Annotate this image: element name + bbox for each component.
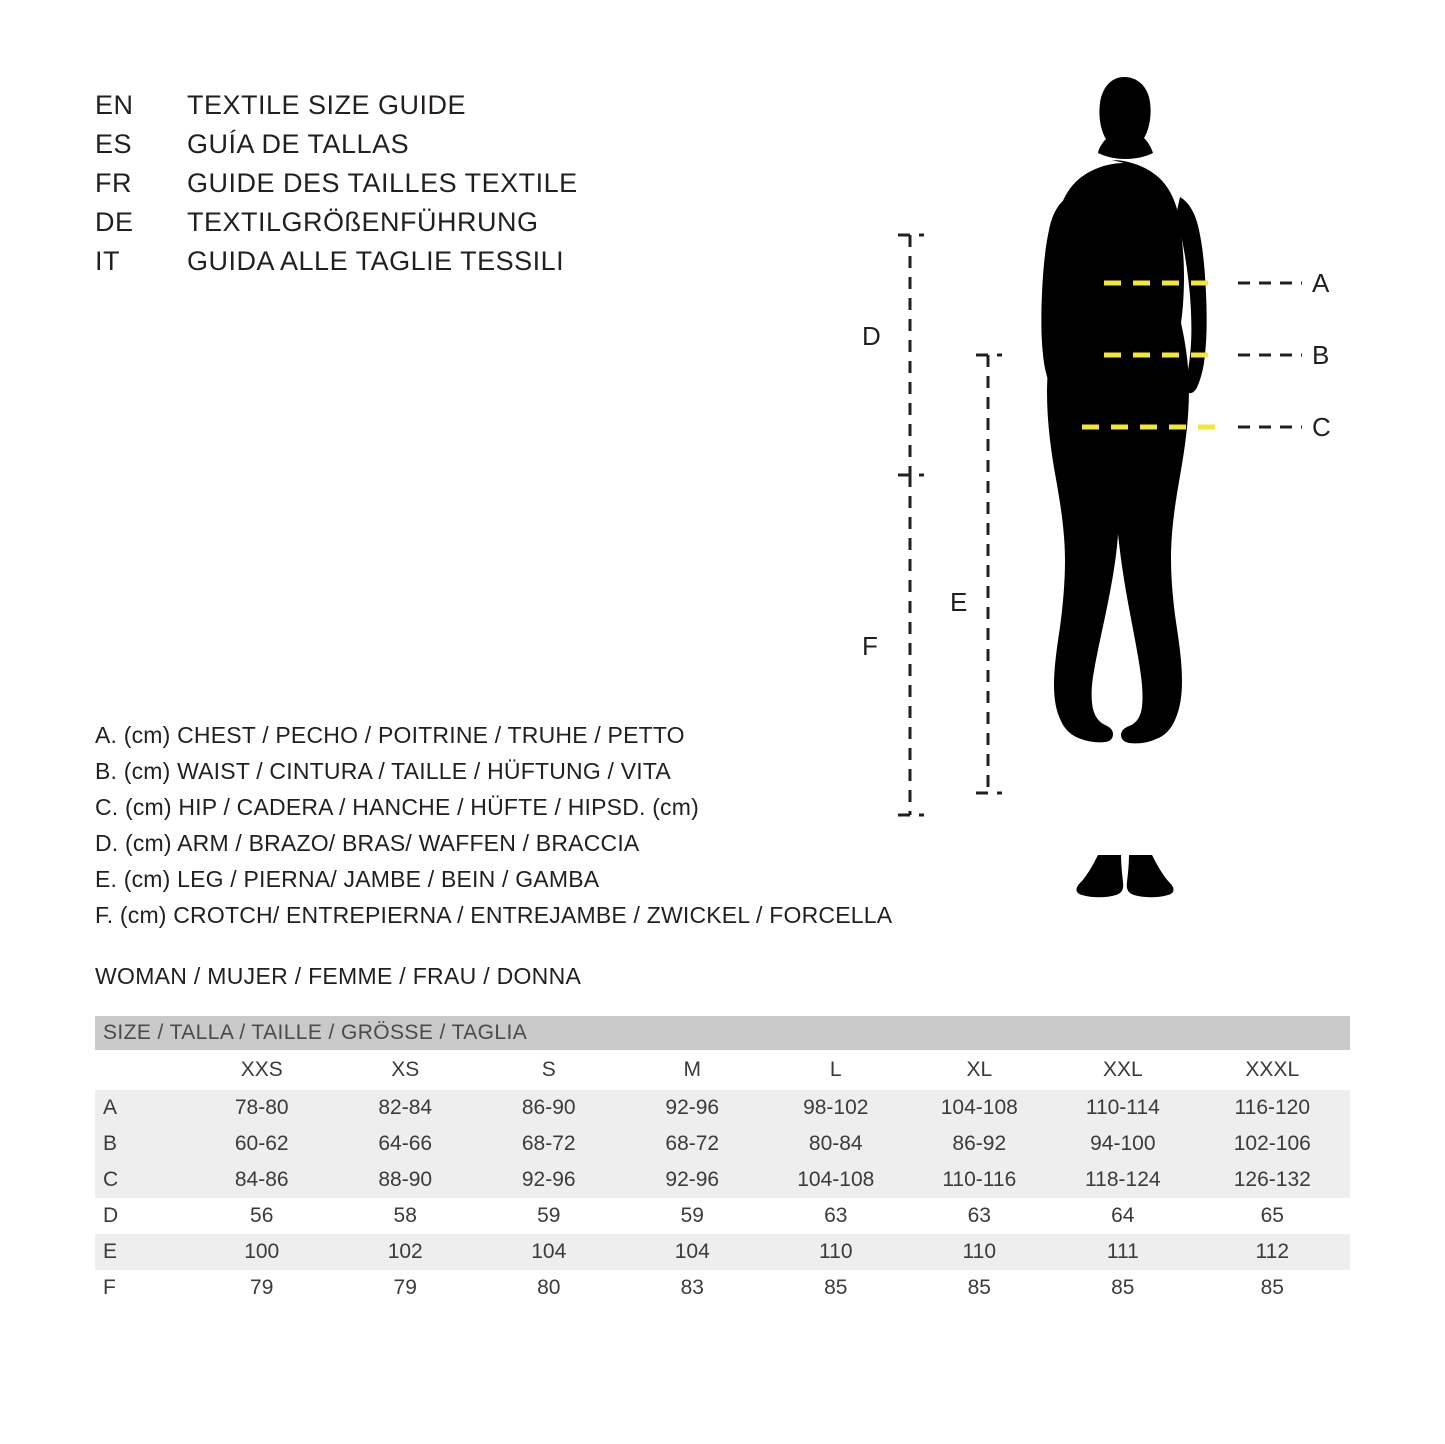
size-table: [95, 1016, 1350, 1306]
cell-b-s: 68-72: [477, 1126, 621, 1162]
table-row: [95, 1126, 1350, 1162]
cell-e-m: 104: [621, 1234, 765, 1270]
bracket-d: [898, 235, 924, 475]
cell-a-s: 86-90: [477, 1090, 621, 1126]
cell-a-xl: 104-108: [908, 1090, 1052, 1126]
row-label-a: A: [95, 1090, 190, 1126]
cell-f-xs: 79: [333, 1270, 477, 1306]
table-row: [95, 1162, 1350, 1198]
legend-item-f: F. (cm) CROTCH/ ENTREPIERNA / ENTREJAMBE / ZWICKEL / FORCELLA: [95, 902, 893, 928]
column-header-xxxl: XXXL: [1195, 1050, 1350, 1090]
language-code-it: IT: [95, 246, 120, 276]
cell-a-l: 98-102: [764, 1090, 908, 1126]
cell-a-xxxl: 116-120: [1195, 1090, 1350, 1126]
cell-c-xxs: 84-86: [190, 1162, 334, 1198]
cell-a-xxl: 110-114: [1051, 1090, 1195, 1126]
language-row-es: [95, 129, 715, 168]
language-row-en: [95, 90, 715, 129]
cell-f-m: 83: [621, 1270, 765, 1306]
column-header-m: M: [621, 1050, 765, 1090]
row-label-f: F: [95, 1270, 190, 1306]
cell-e-xxxl: 112: [1195, 1234, 1350, 1270]
cell-a-xs: 82-84: [333, 1090, 477, 1126]
bracket-label-d: D: [862, 321, 881, 351]
table-band-row: [95, 1016, 1350, 1050]
row-label-c: C: [95, 1162, 190, 1198]
cell-d-xxxl: 65: [1195, 1198, 1350, 1234]
cell-e-l: 110: [764, 1234, 908, 1270]
legend-item-a: A. (cm) CHEST / PECHO / POITRINE / TRUHE / PETTO: [95, 722, 685, 748]
row-label-b: B: [95, 1126, 190, 1162]
cell-f-s: 80: [477, 1270, 621, 1306]
bracket-label-f: F: [862, 631, 878, 661]
measurement-diagram: [840, 55, 1370, 915]
callout-leader-lines: [1238, 283, 1302, 427]
language-text-it: GUIDA ALLE TAGLIE TESSILI: [187, 246, 565, 276]
cell-d-s: 59: [477, 1198, 621, 1234]
callout-label-b: B: [1312, 340, 1330, 370]
cell-e-xs: 102: [333, 1234, 477, 1270]
column-header-xs: XS: [333, 1050, 477, 1090]
row-label-e: E: [95, 1234, 190, 1270]
bracket-label-e: E: [950, 587, 968, 617]
language-text-de: TEXTILGRÖßENFÜHRUNG: [187, 207, 539, 237]
column-header-xxs: XXS: [190, 1050, 334, 1090]
cell-d-xl: 63: [908, 1198, 1052, 1234]
cell-c-xl: 110-116: [908, 1162, 1052, 1198]
cell-d-l: 63: [764, 1198, 908, 1234]
cell-b-xl: 86-92: [908, 1126, 1052, 1162]
cell-c-xxl: 118-124: [1051, 1162, 1195, 1198]
cell-b-xs: 64-66: [333, 1126, 477, 1162]
column-header-l: L: [764, 1050, 908, 1090]
language-code-fr: FR: [95, 168, 132, 198]
gender-caption: WOMAN / MUJER / FEMME / FRAU / DONNA: [95, 963, 582, 989]
cell-e-xxs: 100: [190, 1234, 334, 1270]
measurement-legend: [95, 722, 895, 938]
language-code-de: DE: [95, 207, 134, 237]
cell-b-xxl: 94-100: [1051, 1126, 1195, 1162]
language-text-fr: GUIDE DES TAILLES TEXTILE: [187, 168, 578, 198]
cell-a-xxs: 78-80: [190, 1090, 334, 1126]
cell-e-xl: 110: [908, 1234, 1052, 1270]
cell-d-xs: 58: [333, 1198, 477, 1234]
cell-f-xxl: 85: [1051, 1270, 1195, 1306]
language-row-it: [95, 246, 715, 285]
language-text-en: TEXTILE SIZE GUIDE: [187, 90, 467, 120]
cell-c-xxxl: 126-132: [1195, 1162, 1350, 1198]
column-header-xxl: XXL: [1051, 1050, 1195, 1090]
language-row-fr: [95, 168, 715, 207]
callout-label-c: C: [1312, 412, 1331, 442]
cell-c-xs: 88-90: [333, 1162, 477, 1198]
title-language-block: [95, 90, 715, 285]
language-code-es: ES: [95, 129, 133, 159]
table-row: [95, 1198, 1350, 1234]
cell-d-xxs: 56: [190, 1198, 334, 1234]
column-header-s: S: [477, 1050, 621, 1090]
language-row-de: [95, 207, 715, 246]
cell-f-xxxl: 85: [1195, 1270, 1350, 1306]
cell-b-xxs: 60-62: [190, 1126, 334, 1162]
legend-item-c: C. (cm) HIP / CADERA / HANCHE / HÜFTE / HIPSD. (cm): [95, 794, 699, 820]
cell-b-xxxl: 102-106: [1195, 1126, 1350, 1162]
cell-b-m: 68-72: [621, 1126, 765, 1162]
table-corner-cell: [95, 1050, 190, 1090]
legend-item-b: B. (cm) WAIST / CINTURA / TAILLE / HÜFTUNG / VITA: [95, 758, 671, 784]
table-row: [95, 1090, 1350, 1126]
woman-silhouette: [1041, 77, 1206, 897]
cell-e-s: 104: [477, 1234, 621, 1270]
cell-f-xl: 85: [908, 1270, 1052, 1306]
bracket-f: [898, 475, 924, 815]
cell-a-m: 92-96: [621, 1090, 765, 1126]
table-column-header-row: [95, 1050, 1350, 1090]
cell-f-l: 85: [764, 1270, 908, 1306]
cell-b-l: 80-84: [764, 1126, 908, 1162]
column-header-xl: XL: [908, 1050, 1052, 1090]
cell-d-m: 59: [621, 1198, 765, 1234]
language-code-en: EN: [95, 90, 134, 120]
row-label-d: D: [95, 1198, 190, 1234]
cell-c-l: 104-108: [764, 1162, 908, 1198]
cell-c-s: 92-96: [477, 1162, 621, 1198]
table-band-label: SIZE / TALLA / TAILLE / GRÖSSE / TAGLIA: [95, 1016, 1350, 1050]
cell-c-m: 92-96: [621, 1162, 765, 1198]
cell-e-xxl: 111: [1051, 1234, 1195, 1270]
cell-f-xxs: 79: [190, 1270, 334, 1306]
callout-label-a: A: [1312, 268, 1330, 298]
legend-item-e: E. (cm) LEG / PIERNA/ JAMBE / BEIN / GAMBA: [95, 866, 600, 892]
language-text-es: GUÍA DE TALLAS: [187, 129, 410, 159]
bracket-e: [976, 355, 1002, 793]
legend-item-d: D. (cm) ARM / BRAZO/ BRAS/ WAFFEN / BRACCIA: [95, 830, 640, 856]
table-row: [95, 1234, 1350, 1270]
cell-d-xxl: 64: [1051, 1198, 1195, 1234]
table-row: [95, 1270, 1350, 1306]
